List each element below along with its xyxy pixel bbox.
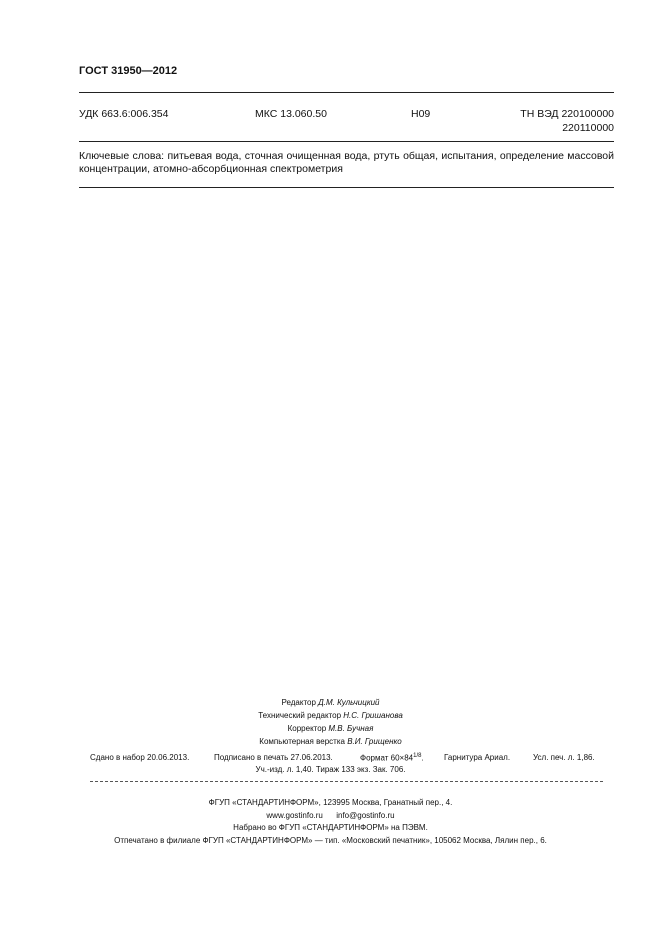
pub-font: Гарнитура Ариал. [444,753,511,762]
classification-rule [79,141,614,142]
pub-signed-date: Подписано в печать 27.06.2013. [214,753,333,762]
pub-print-sheets: Усл. печ. л. 1,86. [533,753,595,762]
document-id: ГОСТ 31950—2012 [79,65,178,77]
footer-contacts [0,810,661,823]
mks-code: МКС 13.060.50 [255,108,327,120]
credit-editor: Редактор Д.М. Кульчицкий [281,698,380,707]
footer-typeset: Набрано во ФГУП «СТАНДАРТИНФОРМ» на ПЭВМ. [233,823,428,832]
credits-block [0,696,661,748]
credit-layout: Компьютерная верстка В.И. Грищенко [259,737,402,746]
keywords-rule [79,187,614,188]
header-rule [79,92,614,93]
footer-block [0,797,661,847]
footer-publisher: ФГУП «СТАНДАРТИНФОРМ», 123995 Москва, Гранатный пер., 4. [208,798,453,807]
footer-email: info@gostinfo.ru [336,810,395,820]
credit-tech-editor: Технический редактор Н.С. Гришанова [258,711,403,720]
tn-ved-code-1: ТН ВЭД 220100000 [520,108,614,120]
udk-code: УДК 663.6:006.354 [79,108,169,120]
footer-divider [90,781,603,782]
tn-ved-code-2: 220110000 [562,122,614,134]
pub-format: Формат $60\times 84^{1/8}$. [360,753,424,763]
category-code: Н09 [411,108,431,120]
credit-corrector: Корректор М.В. Бучная [287,724,374,733]
keywords-paragraph: Ключевые слова: питьевая вода, сточная очищенная вода, ртуть общая, испытания, определение массовой концентрации, атомно-абсорбционная спектрометрия [79,150,614,175]
footer-printed: Отпечатано в филиале ФГУП «СТАНДАРТИНФОРМ» — тип. «Московский печатник», 105062 Москва, Лялин пер., 6. [114,835,547,845]
pub-details: Уч.-изд. л. 1,40. Тираж 133 экз. Зак. 706. [255,765,406,774]
pub-sent-date: Сдано в набор 20.06.2013. [90,753,190,762]
footer-website: www.gostinfo.ru [266,810,323,820]
